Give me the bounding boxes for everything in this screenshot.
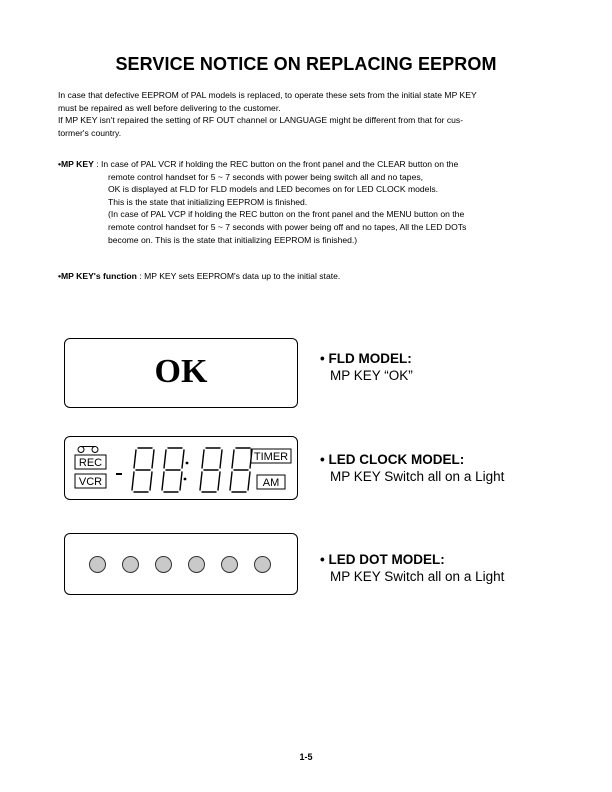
digit-segment bbox=[248, 472, 250, 490]
led-clock-display-panel bbox=[64, 436, 298, 500]
colon-dot-icon bbox=[184, 478, 187, 481]
digit-segment bbox=[152, 450, 154, 468]
rec-label: REC bbox=[78, 457, 103, 469]
mp-key-line: remote control handset for 5 ~ 7 seconds with power being off and no tapes, All the LED DOTs bbox=[108, 221, 467, 232]
digit-segment bbox=[202, 450, 204, 468]
am-label: AM bbox=[262, 477, 280, 489]
fld-ok-text: OK bbox=[154, 353, 208, 390]
led-dot-model-text: MP KEY Switch all on a Light bbox=[330, 569, 505, 584]
intro-line: must be repaired as well before delivering to the customer. bbox=[58, 102, 281, 113]
mp-key-first-text: : In case of PAL VCR if holding the REC button on the front panel and the CLEAR button on the bbox=[93, 159, 459, 169]
mp-key-first-line bbox=[58, 158, 558, 171]
led-dot-model-label bbox=[320, 551, 504, 585]
mp-key-paragraph bbox=[58, 158, 558, 246]
led-dot-model-heading: • LED DOT MODEL: bbox=[320, 552, 445, 567]
digit-segment bbox=[218, 472, 220, 490]
digit-segment bbox=[164, 450, 166, 468]
mp-key-line: This is the state that initializing EEPROM is finished. bbox=[108, 196, 308, 207]
mp-key-function-paragraph bbox=[58, 270, 558, 283]
led-dot-display-panel bbox=[64, 533, 298, 595]
led-dot-icon bbox=[122, 556, 139, 573]
digit-segment bbox=[162, 472, 164, 490]
mp-key-function-text: : MP KEY sets EEPROM's data up to the initial state. bbox=[136, 271, 341, 281]
digit-segment bbox=[230, 472, 232, 490]
mp-key-line: (In case of PAL VCP if holding the REC button on the front panel and the MENU button on the bbox=[108, 209, 465, 220]
led-clock-model-heading: • LED CLOCK MODEL: bbox=[320, 452, 465, 467]
mp-key-line: remote control handset for 5 ~ 7 seconds with power being switch all and no tapes, bbox=[108, 171, 424, 182]
led-clock-model-label bbox=[320, 451, 504, 485]
led-dot-icon bbox=[188, 556, 205, 573]
seven-segment-digits bbox=[132, 448, 252, 492]
intro-line: If MP KEY isn't repaired the setting of RF OUT channel or LANGUAGE might be different from that for cus- bbox=[58, 115, 464, 126]
digit-segment bbox=[150, 472, 152, 490]
colon-dot-icon bbox=[186, 462, 189, 465]
intro-line: tormer's country. bbox=[58, 127, 122, 138]
fld-display-panel bbox=[64, 338, 298, 408]
led-clock-model-text: MP KEY Switch all on a Light bbox=[330, 469, 505, 484]
digit-segment bbox=[232, 450, 234, 468]
led-dot-icon bbox=[254, 556, 271, 573]
cassette-icon bbox=[78, 447, 98, 453]
digit-segment bbox=[200, 472, 202, 490]
digit-segment bbox=[220, 450, 222, 468]
intro-line: In case that defective EEPROM of PAL models is replaced, to operate these sets from the initial state MP KEY bbox=[58, 90, 477, 100]
timer-label: TIMER bbox=[253, 451, 289, 463]
led-dot-icon bbox=[221, 556, 238, 573]
mp-key-line: OK is displayed at FLD for FLD models and LED becomes on for LED CLOCK models. bbox=[108, 184, 439, 195]
intro-paragraph bbox=[58, 89, 558, 139]
led-clock-segments bbox=[65, 437, 299, 501]
page-number: 1-5 bbox=[299, 752, 313, 762]
digit-segment bbox=[182, 450, 184, 468]
page-title: SERVICE NOTICE ON REPLACING EEPROM bbox=[115, 54, 497, 74]
digit-segment bbox=[134, 450, 136, 468]
led-dot-icon bbox=[89, 556, 106, 573]
fld-model-heading: • FLD MODEL: bbox=[320, 351, 412, 366]
vcr-label: VCR bbox=[78, 476, 103, 488]
fld-model-text: MP KEY “OK” bbox=[330, 368, 413, 383]
mp-key-line: become on. This is the state that initializing EEPROM is finished.) bbox=[108, 234, 358, 245]
digit-segment bbox=[180, 472, 182, 490]
mp-key-label: •MP KEY bbox=[58, 159, 94, 169]
digit-segment bbox=[132, 472, 134, 490]
fld-model-label bbox=[320, 350, 413, 384]
mp-key-function-label: •MP KEY's function bbox=[58, 271, 137, 281]
led-dot-icon bbox=[155, 556, 172, 573]
